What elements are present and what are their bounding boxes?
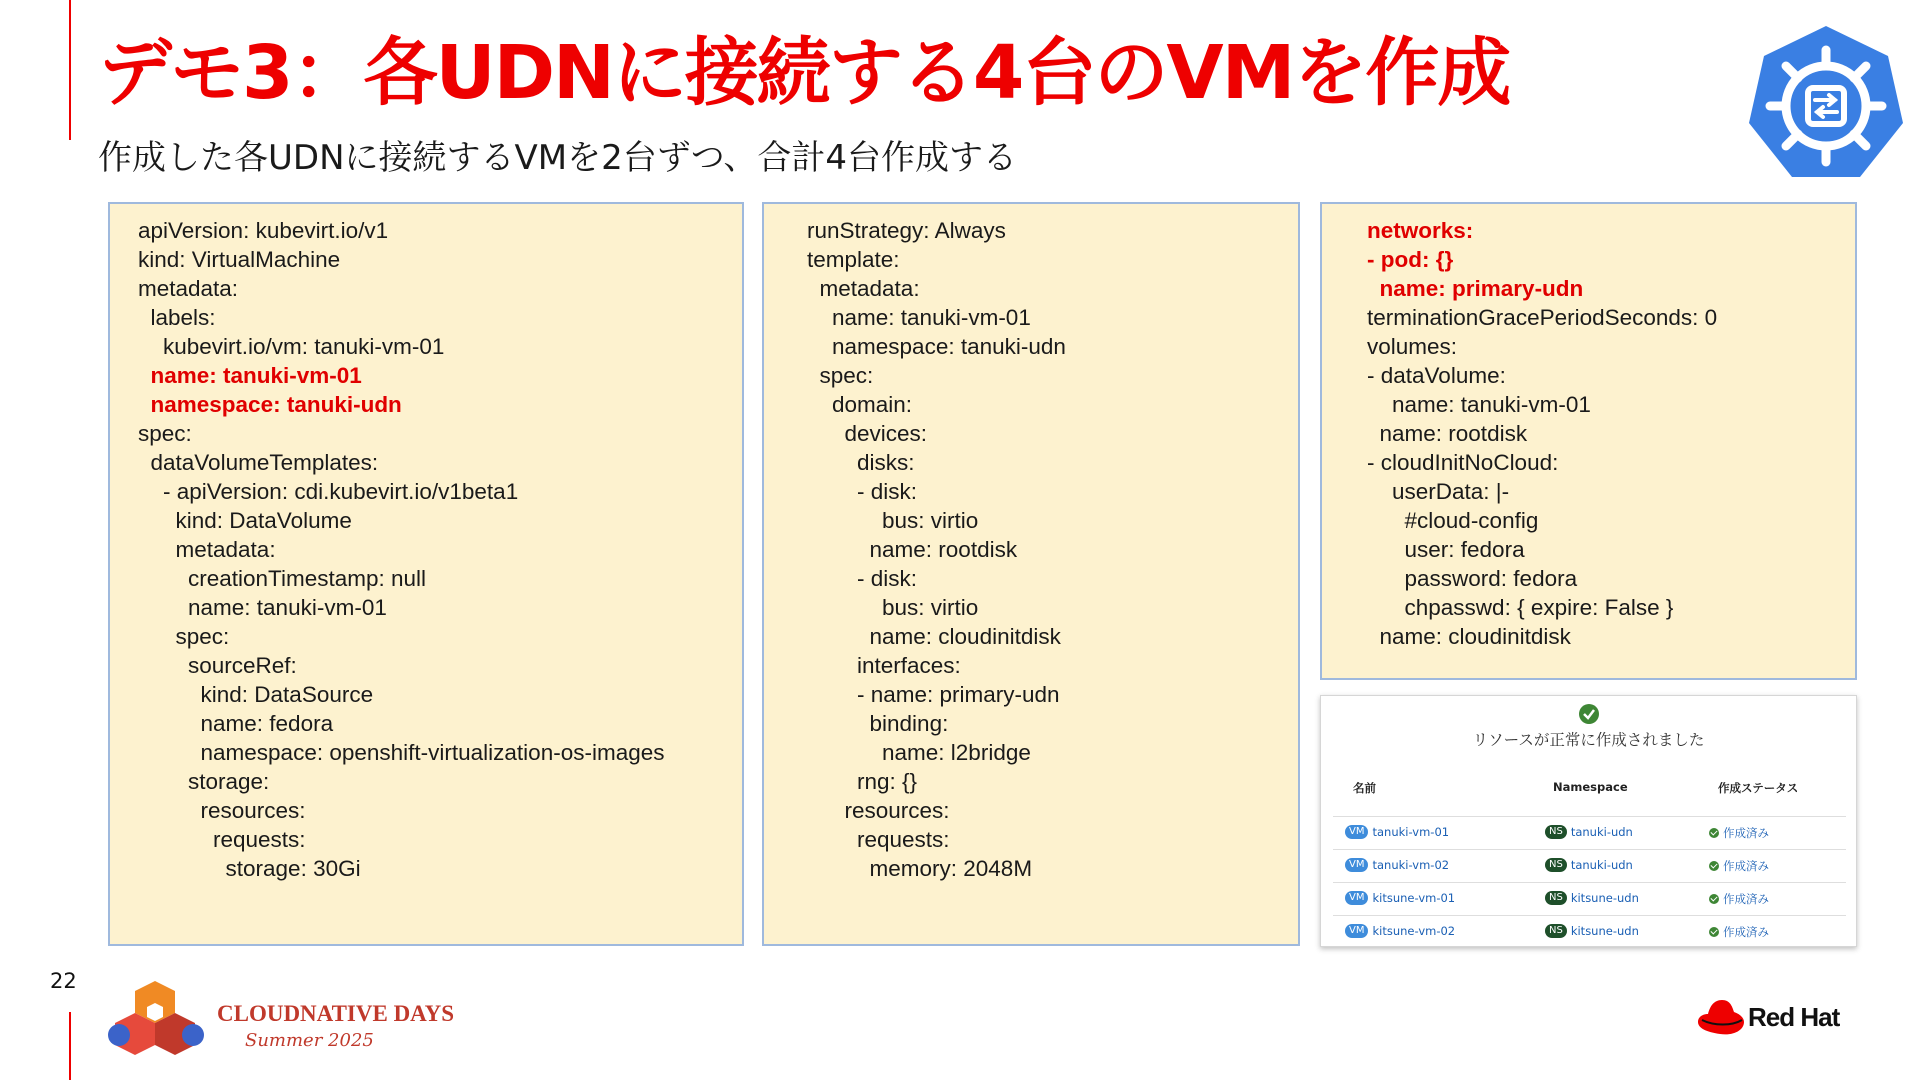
code-line: namespace: openshift-virtualization-os-images [138, 740, 665, 765]
namespace-cell[interactable] [1545, 825, 1633, 839]
code-line: storage: 30Gi [138, 856, 361, 881]
column-header-name: 名前 [1353, 781, 1376, 795]
resource-name-cell[interactable] [1345, 924, 1455, 938]
code-line: name: tanuki-vm-01 [807, 305, 1031, 330]
code-line: metadata: [138, 537, 276, 562]
code-line: terminationGracePeriodSeconds: 0 [1342, 305, 1718, 330]
code-line: name: tanuki-vm-01 [138, 363, 362, 388]
status-text: 作成済み [1723, 892, 1769, 906]
code-line: - disk: [807, 566, 918, 591]
namespace-link[interactable]: kitsune-udn [1570, 924, 1639, 938]
ns-badge: NS [1545, 924, 1567, 938]
status-cell [1709, 891, 1769, 907]
code-line: name: tanuki-vm-01 [1342, 392, 1591, 417]
code-line: - cloudInitNoCloud: [1342, 450, 1559, 475]
table-row [1333, 915, 1846, 948]
code-line: user: fedora [1342, 537, 1525, 562]
code-line: template: [807, 247, 900, 272]
code-line: spec: [138, 624, 230, 649]
namespace-link[interactable]: tanuki-udn [1570, 858, 1633, 872]
yaml-panel-left [108, 202, 744, 946]
code-line: bus: virtio [807, 508, 979, 533]
code-line: name: rootdisk [1342, 421, 1528, 446]
red-hat-logo [1694, 996, 1854, 1040]
cloudnative-days-logo [105, 979, 485, 1059]
ns-badge: NS [1545, 825, 1567, 839]
slide-title: デモ3：各UDNに接続する4台のVMを作成 [98, 30, 1510, 116]
code-line: - pod: {} [1342, 247, 1454, 272]
code-line: name: tanuki-vm-01 [138, 595, 387, 620]
code-line: creationTimestamp: null [138, 566, 427, 591]
status-ok-icon [1709, 861, 1719, 871]
namespace-cell[interactable] [1545, 891, 1639, 905]
vm-badge: VM [1345, 858, 1368, 872]
namespace-link[interactable]: tanuki-udn [1570, 825, 1633, 839]
yaml-panel-right [1320, 202, 1857, 680]
code-line: metadata: [138, 276, 239, 301]
resource-name-link[interactable]: kitsune-vm-02 [1372, 924, 1456, 938]
yaml-code-middle [807, 216, 1066, 883]
cloudnative-days-logo-text: CLOUDNATIVE DAYS [217, 1001, 455, 1026]
code-line: labels: [138, 305, 216, 330]
code-line: - dataVolume: [1342, 363, 1506, 388]
namespace-cell[interactable] [1545, 924, 1639, 938]
code-line: requests: [807, 827, 950, 852]
code-line: name: l2bridge [807, 740, 1031, 765]
code-line: interfaces: [807, 653, 961, 678]
resource-name-cell[interactable] [1345, 858, 1449, 872]
vm-badge: VM [1345, 924, 1368, 938]
status-ok-icon [1709, 828, 1719, 838]
column-header-namespace: Namespace [1553, 780, 1628, 794]
code-line: dataVolumeTemplates: [138, 450, 379, 475]
code-line: storage: [138, 769, 270, 794]
code-line: namespace: tanuki-udn [807, 334, 1066, 359]
code-line: #cloud-config [1342, 508, 1539, 533]
code-line: volumes: [1342, 334, 1458, 359]
resource-name-cell[interactable] [1345, 825, 1449, 839]
code-line: spec: [807, 363, 874, 388]
code-line: devices: [807, 421, 928, 446]
code-line: domain: [807, 392, 913, 417]
creation-result-card [1320, 695, 1857, 947]
code-line: name: cloudinitdisk [807, 624, 1061, 649]
code-line: requests: [138, 827, 306, 852]
code-line: - name: primary-udn [807, 682, 1060, 707]
code-line: - apiVersion: cdi.kubevirt.io/v1beta1 [138, 479, 519, 504]
yaml-code-left [138, 216, 665, 883]
resource-name-link[interactable]: tanuki-vm-02 [1372, 858, 1450, 872]
code-line: bus: virtio [807, 595, 979, 620]
status-text: 作成済み [1723, 859, 1769, 873]
code-line: apiVersion: kubevirt.io/v1 [138, 218, 389, 243]
status-text: 作成済み [1723, 925, 1769, 939]
code-line: memory: 2048M [807, 856, 1033, 881]
code-line: chpasswd: { expire: False } [1342, 595, 1674, 620]
code-line: rng: {} [807, 769, 918, 794]
code-line: userData: |- [1342, 479, 1510, 504]
status-cell [1709, 858, 1769, 874]
table-row [1333, 849, 1846, 882]
code-line: password: fedora [1342, 566, 1578, 591]
code-line: networks: [1342, 218, 1474, 243]
resource-name-link[interactable]: tanuki-vm-01 [1372, 825, 1450, 839]
code-line: name: fedora [138, 711, 334, 736]
success-message: リソースが正常に作成されました [1472, 731, 1705, 749]
code-line: sourceRef: [138, 653, 297, 678]
ns-badge: NS [1545, 891, 1567, 905]
status-text: 作成済み [1723, 826, 1769, 840]
code-line: disks: [807, 450, 915, 475]
kubevirt-helm-logo-icon [1745, 22, 1907, 182]
table-row [1333, 882, 1846, 915]
code-line: kind: DataVolume [138, 508, 352, 533]
red-hat-logo-text: Red Hat [1748, 1002, 1840, 1032]
status-ok-icon [1709, 927, 1719, 937]
status-cell [1709, 924, 1769, 940]
status-cell [1709, 825, 1769, 841]
accent-line-bottom [69, 1012, 71, 1080]
code-line: - disk: [807, 479, 918, 504]
code-line: resources: [138, 798, 306, 823]
code-line: spec: [138, 421, 192, 446]
accent-line-top [69, 0, 71, 140]
code-line: kubevirt.io/vm: tanuki-vm-01 [138, 334, 445, 359]
ns-badge: NS [1545, 858, 1567, 872]
code-line: name: primary-udn [1342, 276, 1584, 301]
column-header-status: 作成ステータス [1718, 781, 1799, 795]
code-line: name: rootdisk [807, 537, 1018, 562]
slide-subtitle: 作成した各UDNに接続するVMを2台ずつ、合計4台作成する [98, 138, 1017, 178]
cloudnative-days-logo-sub: Summer 2025 [245, 1030, 374, 1051]
code-line: resources: [807, 798, 950, 823]
code-line: kind: DataSource [138, 682, 374, 707]
namespace-cell[interactable] [1545, 858, 1633, 872]
code-line: namespace: tanuki-udn [138, 392, 402, 417]
success-check-icon [1579, 704, 1599, 724]
table-row [1333, 816, 1846, 849]
resource-name-cell[interactable] [1345, 891, 1455, 905]
vm-badge: VM [1345, 825, 1368, 839]
resource-name-link[interactable]: kitsune-vm-01 [1372, 891, 1456, 905]
yaml-code-right [1342, 216, 1717, 651]
namespace-link[interactable]: kitsune-udn [1570, 891, 1639, 905]
code-line: metadata: [807, 276, 920, 301]
vm-badge: VM [1345, 891, 1368, 905]
yaml-panel-middle [762, 202, 1300, 946]
code-line: runStrategy: Always [807, 218, 1006, 243]
status-ok-icon [1709, 894, 1719, 904]
code-line: kind: VirtualMachine [138, 247, 341, 272]
code-line: name: cloudinitdisk [1342, 624, 1571, 649]
code-line: binding: [807, 711, 949, 736]
page-number: 22 [50, 969, 77, 993]
